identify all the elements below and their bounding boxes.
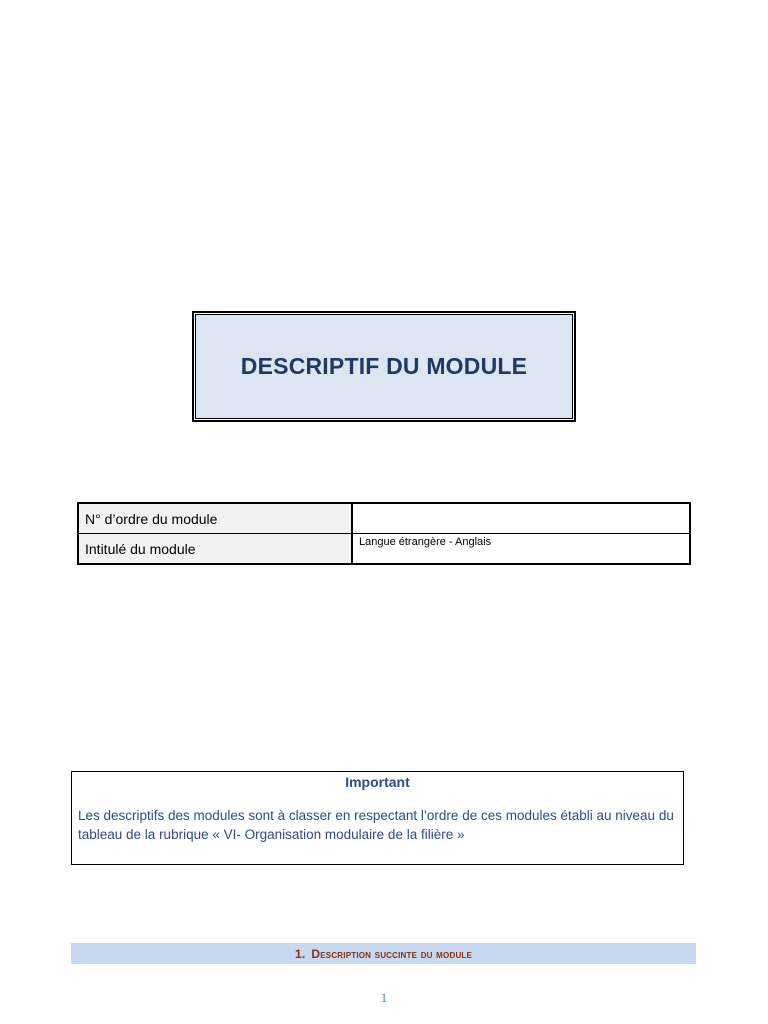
table-row xyxy=(78,534,690,565)
module-title: DESCRIPTIF DU MODULE xyxy=(240,353,528,379)
section-number: 1. xyxy=(294,946,306,961)
module-order-value xyxy=(352,503,690,534)
module-name-label: Intitulé du module xyxy=(78,534,352,565)
module-name-value: Langue étrangère - Anglais xyxy=(352,534,690,565)
important-text: Les descriptifs des modules sont à classer en respectant l’ordre de ces modules établi au niveau du tableau de la rubrique « VI- Organisation modulaire de la filière » xyxy=(78,808,674,842)
module-order-label: N° d’ordre du module xyxy=(78,503,352,534)
module-title-box xyxy=(192,311,576,422)
table-row xyxy=(78,503,690,534)
section-title: Description succinte du module xyxy=(311,946,473,961)
important-title: Important xyxy=(345,774,410,790)
page-number: 1 xyxy=(380,990,388,1005)
important-notice-box xyxy=(71,771,684,865)
section-heading-bar xyxy=(71,943,696,964)
module-info-table xyxy=(77,502,691,565)
section-heading xyxy=(295,947,472,961)
